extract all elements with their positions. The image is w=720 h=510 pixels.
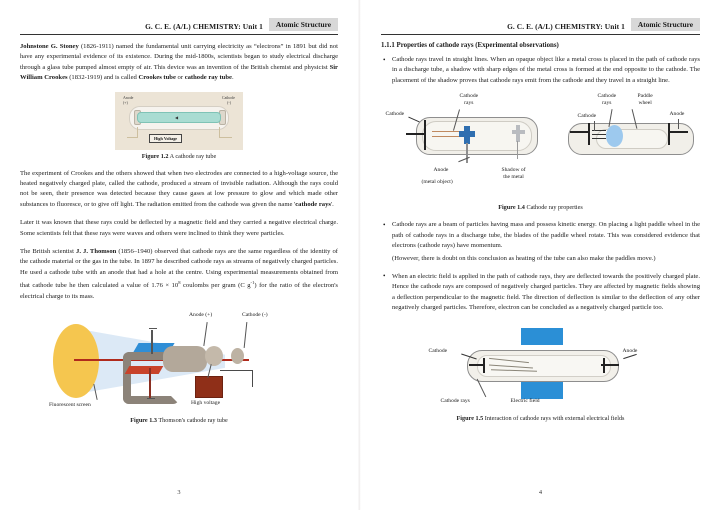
bullet-text-3: When an electric field is applied in the path of cathode rays, they are deflected towards the positively charged plate. Hence the cathode rays are composed of negatively charged particles. They are affected by magnetic fields showing a deflection perpendicular to the magnetic field. The direction of deflection is similar to the deflection of any other negatively charged particles. Therefore, electron can be concluded as a negatively charged particle too. — [392, 272, 700, 312]
fig15-leader-rays — [476, 379, 485, 397]
page-number-right: 4 — [538, 489, 543, 496]
bullet-text-2: Cathode rays are a beam of particles having mass and possess kinetic energy. On placing a light paddle wheel in the path of cathode rays in a discharge tube, the blades of the paddle wheel rotate. This was considered evidence that electrons (cathode rays) have momentum. — [392, 221, 700, 250]
fig14-caption-bold: Figure 1.4 — [498, 204, 525, 212]
fig12-label-anode: Anode — [123, 95, 134, 100]
fig15-label-cathode-rays: Cathode rays — [440, 398, 470, 405]
fig13-label-cathode: Cathode (-) — [242, 312, 268, 319]
page-left — [0, 0, 358, 510]
fig13-high-voltage-source — [195, 376, 223, 398]
fig13-label-high-voltage: High voltage — [191, 400, 221, 407]
fig14-caption-text: Cathode ray properties — [526, 204, 583, 212]
page-header-right — [381, 18, 700, 31]
fig14-label-paddle-wheel: Paddle wheel — [637, 93, 653, 107]
properties-list-2 — [381, 220, 700, 313]
fig12-label-cathode: Cathode — [222, 95, 235, 100]
list-item — [381, 220, 700, 265]
fig15-lower-plate — [521, 382, 563, 399]
figure-1-3-caption — [20, 417, 338, 424]
fig13-caption-bold: Figure 1.3 — [130, 417, 157, 425]
fig13-lead-bottom — [147, 398, 155, 399]
header-unit-badge: Atomic Structure — [269, 18, 338, 31]
fig15-caption-text: Interaction of cathode rays with external electrical fields — [484, 415, 625, 423]
fig14-label-cathode-right: Cathode — [577, 113, 597, 120]
section-heading: 1.1.1 Properties of cathode rays (Experimental observations) — [381, 42, 559, 49]
page-right — [361, 0, 720, 510]
fig14-ray-line-4 — [592, 134, 606, 135]
fig14-label-cathode-left: Cathode — [385, 111, 405, 118]
paragraph-thomson: The British scientist J. J. Thomson (1856–1940) observed that cathode rays are the same regardless of the identity of the cathode material or the gas in the tube. In 1897 he described cathode rays as streams of negatively charged particles. He used a cathode tube with an anode that had a hole at the centre. Using experimental measurements obtained from that cathode tube he then calculated a value of $1.76 \times 10^8$ coulombs per gram (C $g^{-1}$) for the ratio of the electron's electrical charge to its mass. — [20, 248, 338, 300]
fig14-right-cathode-plate — [588, 123, 590, 145]
fig14-metal-cross-horizontal — [459, 131, 475, 137]
figure-1-5-caption — [381, 415, 700, 422]
fig14-paddle-wheel — [606, 125, 623, 147]
fig14-leader-cathode-right — [594, 121, 595, 131]
fig14-leader-cathode-left — [408, 117, 419, 123]
fig14-right-cathode-stem — [570, 131, 588, 133]
header-title: G. C. E. (A/L) CHEMISTRY: Unit 1 — [145, 22, 263, 31]
fig14-label-cathode-rays-left: Cathode rays — [459, 93, 479, 107]
figure-1-2 — [20, 92, 338, 150]
fig13-lead-top — [149, 328, 157, 329]
fig14-shadow-cross-horizontal — [512, 130, 525, 134]
fig15-anode-plate — [603, 358, 605, 373]
paragraph-deflection: Later it was known that these rays could be deflected by a magnetic field and they carried a negative electrical charge. Some scientists felt that these rays were waves and others were inclined to think they were particles. — [20, 219, 338, 237]
fig12-wire-right — [219, 127, 232, 138]
figure-1-4 — [382, 93, 700, 201]
list-item — [381, 55, 700, 86]
fig13-tube-neck — [163, 346, 207, 372]
fig12-cathode-ray-beam — [137, 112, 221, 123]
fig13-lower-plate — [125, 366, 164, 374]
fig12-label-cathode-sign: (-) — [227, 100, 231, 105]
fig14-label-anode-right: Anode — [669, 111, 685, 118]
fig15-leader-anode — [623, 354, 637, 359]
fig14-ray-line-5 — [592, 138, 606, 139]
fig13-hv-wire — [220, 370, 253, 387]
fig13-label-fluorescent-screen: Fluorescent screen — [49, 402, 91, 409]
header-title-right: G. C. E. (A/L) CHEMISTRY: Unit 1 — [507, 22, 625, 31]
fig14-shadow-stem — [517, 141, 519, 159]
fig15-cathode-lead — [469, 364, 485, 365]
header-rule — [20, 34, 338, 35]
fig14-label-anode-sub-left: (metal object) — [421, 179, 453, 186]
fig12-caption-bold: Figure 1.2 — [141, 152, 169, 160]
fig13-lower-stem — [149, 368, 151, 398]
fig14-label-anode-left: Anode — [433, 167, 449, 174]
paragraph-stoney: Johnstone G. Stoney (1826-1911) named the fundamental unit carrying electricity as “electrons” in 1891 but did not have any experimental evidence of its existence. During the mid-1800s, scientists began to study electrical discharge through a glass tube pumped almost empty of air. This device was an invention of the British chemist and physicist Sir William Crookes (1832-1919) and is called Crookes tube or cathode ray tube. — [20, 43, 338, 82]
fig15-label-cathode: Cathode — [428, 348, 448, 355]
fig12-beam-arrow-icon: ◀ — [175, 114, 179, 120]
fig15-anode-lead — [601, 364, 619, 365]
bullet-text-1: Cathode rays travel in straight lines. When an opaque object like a metal cross is placed in the path of cathode rays in a discharge tube, a shadow with sharp edges of the metal cross is formed at the end opposite to the cathode. The placement of the shadow proves that cathode rays emit from the cathode and they travel in a straight line. — [392, 56, 700, 84]
fig13-leader-cathode — [244, 322, 248, 348]
fig14-right-anode-plate — [668, 123, 670, 145]
header-rule-right — [381, 34, 700, 35]
fig14-right-anode-stem — [668, 131, 688, 133]
page-header-left — [20, 18, 338, 31]
fig13-caption-text: Thomson's cathode ray tube — [158, 417, 228, 425]
page-number-left: 3 — [177, 489, 181, 496]
fig14-leader-anode-right — [678, 119, 679, 129]
figure-1-2-caption — [20, 153, 338, 160]
fig12-label-anode-sign: (+) — [123, 100, 128, 105]
fig14-label-shadow: Shadow of the metal — [501, 167, 526, 181]
figure-1-4-caption — [381, 204, 700, 211]
fig13-label-anode: Anode (+) — [189, 312, 213, 319]
fig12-high-voltage-box: High Voltage — [149, 134, 182, 143]
fig12-caption-text: A cathode ray tube — [169, 152, 217, 160]
fig12-wire-left — [127, 127, 138, 138]
fig15-label-anode: Anode — [622, 348, 638, 355]
list-item — [381, 272, 700, 314]
fig14-label-cathode-rays-right: Cathode rays — [597, 93, 617, 107]
fig13-leader-anode — [203, 322, 207, 346]
fig14-anode-stem — [466, 143, 469, 163]
fig13-cathode-disc — [231, 348, 244, 364]
header-unit-badge-right: Atomic Structure — [631, 18, 700, 31]
fig13-upper-stem — [151, 330, 153, 354]
properties-list — [381, 55, 700, 86]
fig15-label-electric-field: Electric field — [510, 398, 540, 405]
figure-1-3 — [39, 310, 319, 414]
paragraph-crookes-experiment: The experiment of Crookes and the others showed that when two electrodes are connected to a high-voltage source, the heated negatively charged plate, called the cathode, produced a stream of invisible radiation. Although the rays could not be seen, their presence was detected because they cause gases at low pressure to glow and which made other substances to fluoresce, or to give off light. The radiation emitted from the cathode was given the name 'cathode rays'. — [20, 169, 338, 208]
fig14-left-cathode-plate — [424, 120, 426, 150]
bullet-note-2: (However, there is doubt on this conclusion as heating of the tube can also make the paddles move.) — [392, 255, 656, 263]
fig15-caption-bold: Figure 1.5 — [456, 415, 484, 423]
fig15-upper-plate — [521, 328, 563, 345]
fig14-left-cathode-stem — [406, 133, 426, 135]
figure-1-5 — [391, 320, 691, 412]
fig15-cathode-plate — [483, 358, 485, 373]
